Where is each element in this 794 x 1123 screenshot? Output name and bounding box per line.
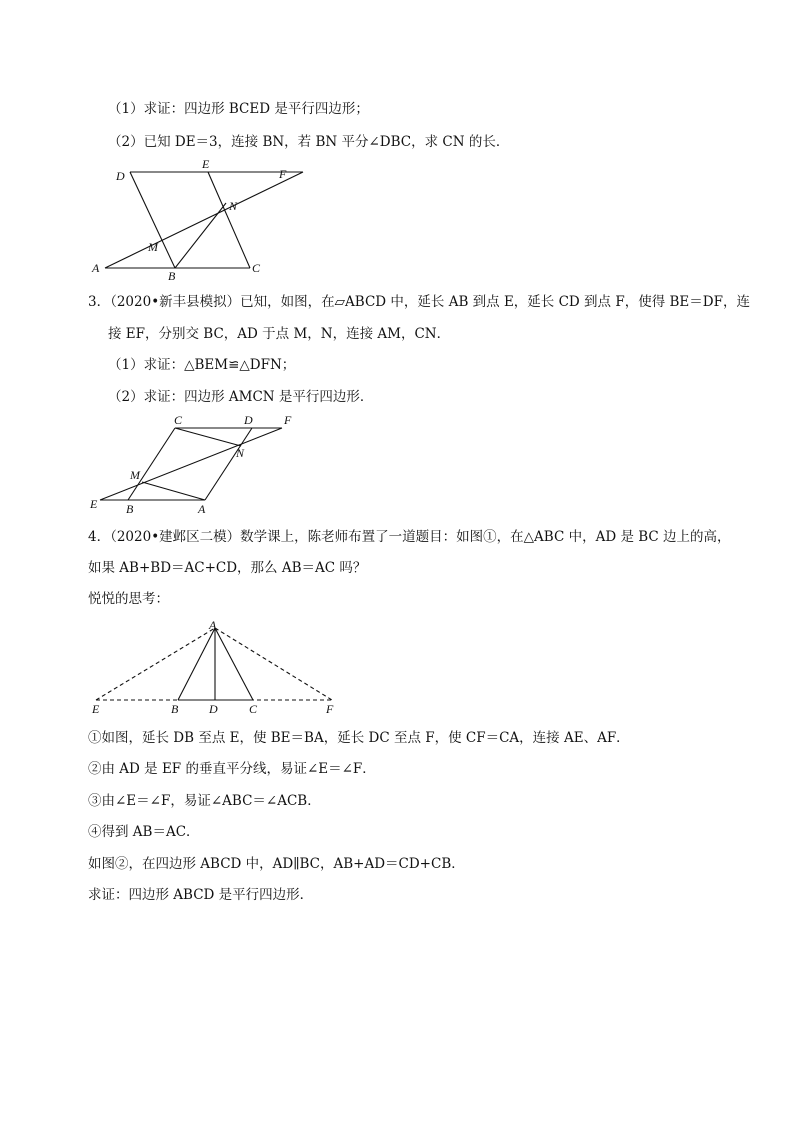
p3-label-B: B <box>126 502 134 516</box>
p4-label-E: E <box>92 702 100 716</box>
p2-label-B: B <box>168 269 176 283</box>
p4-label-D: D <box>209 702 218 716</box>
problem4-step4: ④得到 AB＝AC． <box>88 824 200 840</box>
problem4-line1: 4．（2020•建邺区二模）数学课上，陈老师布置了一道题目：如图①，在△ABC 中，AD 是 BC 边上的高， <box>88 529 731 545</box>
p2-label-C: C <box>252 261 261 275</box>
problem4-step2: ②由 AD 是 EF 的垂直平分线，易证∠E＝∠F． <box>88 761 376 777</box>
p3-label-E: E <box>90 497 98 511</box>
p2-label-M: M <box>148 240 158 254</box>
problem3-line1: 3．（2020•新丰县模拟）已知，如图，在▱ABCD 中，延长 AB 到点 E，延长 CD 到点 F，使得 BE＝DF，连 <box>88 294 750 310</box>
p2-label-F: F <box>279 167 287 181</box>
problem4-step1: ①如图，延长 DB 至点 E，使 BE＝BA，延长 DC 至点 F，使 CF＝CA，连接 AE、AF． <box>88 730 630 746</box>
p4-label-C: C <box>249 702 258 716</box>
problem4-thinking-title: 悦悦的思考： <box>88 591 169 607</box>
p3-label-M: M <box>130 468 140 482</box>
problem3-part1: （1）求证：△BEM≌△DFN； <box>108 357 296 373</box>
p3-label-F: F <box>284 413 292 427</box>
p3-label-D: D <box>244 413 253 427</box>
p3-label-A: A <box>198 502 206 516</box>
p3-label-C: C <box>174 413 183 427</box>
p3-label-N: N <box>236 446 245 460</box>
p2-label-N: N <box>229 199 238 213</box>
problem4-step3: ③由∠E＝∠F，易证∠ABC＝∠ACB． <box>88 793 321 809</box>
p2-label-A: A <box>92 261 100 275</box>
problem2-part2: （2）已知 DE＝3，连接 BN，若 BN 平分∠DBC，求 CN 的长． <box>108 134 510 150</box>
problem2-part1: （1）求证：四边形 BCED 是平行四边形； <box>108 101 369 117</box>
problem3-line2: 接 EF，分别交 BC，AD 于点 M，N，连接 AM，CN． <box>108 326 451 342</box>
problem4-line3: 如图②，在四边形 ABCD 中，AD∥BC，AB+AD＝CD+CB． <box>88 856 465 872</box>
problem3-part2: （2）求证：四边形 AMCN 是平行四边形． <box>108 389 374 405</box>
problem4-line2: 如果 AB+BD＝AC+CD，那么 AB＝AC 吗？ <box>88 560 367 576</box>
p4-label-F: F <box>326 702 334 716</box>
p4-label-A: A <box>209 618 217 632</box>
problem4-line4: 求证：四边形 ABCD 是平行四边形． <box>88 887 314 903</box>
p4-label-B: B <box>171 702 179 716</box>
p2-label-E: E <box>202 157 210 171</box>
p2-label-D: D <box>116 169 125 183</box>
